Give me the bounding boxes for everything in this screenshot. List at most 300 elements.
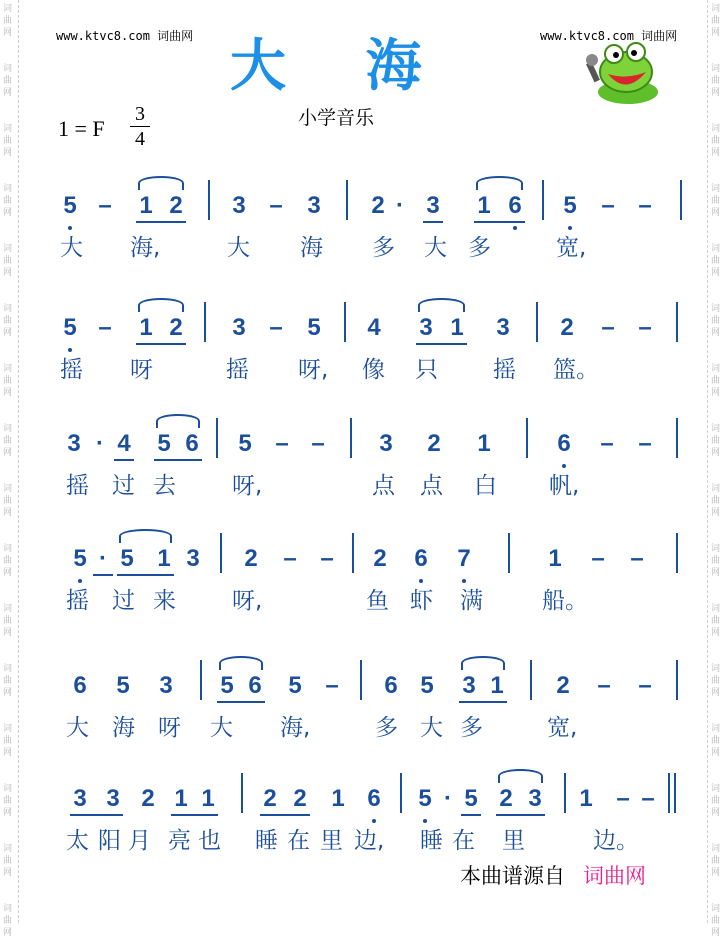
margin-watermark-char: 曲 bbox=[3, 76, 13, 86]
beam-underline bbox=[93, 574, 113, 576]
lyric: 过 bbox=[112, 588, 135, 614]
time-signature-top: 3 bbox=[135, 103, 145, 125]
note: 2 bbox=[169, 192, 183, 219]
beam-underline bbox=[136, 343, 186, 345]
margin-watermark-char: 网 bbox=[3, 448, 13, 458]
margin-watermark-char: 网 bbox=[3, 628, 13, 638]
lyric: 过 bbox=[112, 473, 135, 499]
margin-watermark-char: 曲 bbox=[3, 16, 13, 26]
note: 1 bbox=[174, 785, 188, 812]
margin-watermark-char: 网 bbox=[3, 208, 13, 218]
lyric: 大 bbox=[66, 715, 89, 741]
barline bbox=[241, 773, 243, 813]
margin-watermark-char: 曲 bbox=[3, 736, 13, 746]
note: 3 bbox=[232, 192, 246, 219]
note: 1 bbox=[331, 785, 345, 812]
margin-watermark-char: 网 bbox=[3, 88, 13, 98]
note: 4 bbox=[117, 430, 131, 457]
note: 3 bbox=[379, 430, 393, 457]
octave-dot bbox=[419, 579, 423, 583]
margin-watermark-char: 曲 bbox=[711, 376, 721, 386]
margin-watermark-char: 网 bbox=[711, 448, 721, 458]
margin-watermark-char: 词 bbox=[711, 184, 721, 194]
note: 5 bbox=[464, 785, 478, 812]
lyric: 去 bbox=[153, 473, 176, 499]
note: 2 bbox=[169, 314, 183, 341]
note: 2 bbox=[373, 545, 387, 572]
margin-watermark-char: 曲 bbox=[3, 916, 13, 926]
barline bbox=[346, 180, 348, 220]
margin-watermark-char: 曲 bbox=[711, 196, 721, 206]
frog-mascot-icon bbox=[578, 40, 668, 108]
note: 3 bbox=[232, 314, 246, 341]
margin-watermark-char: 网 bbox=[3, 148, 13, 158]
margin-watermark-char: 网 bbox=[711, 88, 721, 98]
lyric: 呀, bbox=[298, 357, 329, 383]
note: 3 bbox=[419, 314, 433, 341]
lyric: 在 bbox=[287, 828, 310, 854]
margin-watermark-char: 网 bbox=[3, 808, 13, 818]
beam-underline bbox=[496, 814, 545, 816]
note: 3 bbox=[186, 545, 200, 572]
slur bbox=[138, 298, 184, 312]
barline bbox=[680, 180, 682, 220]
note: 2 bbox=[556, 672, 570, 699]
note: 6 bbox=[508, 192, 522, 219]
octave-dot bbox=[372, 819, 376, 823]
margin-watermark-char: 曲 bbox=[711, 76, 721, 86]
margin-watermark-char: 网 bbox=[711, 928, 721, 938]
margin-watermark-char: 词 bbox=[3, 184, 13, 194]
margin-watermark-char: 词 bbox=[711, 784, 721, 794]
margin-watermark-char: 词 bbox=[711, 304, 721, 314]
barline bbox=[676, 660, 678, 700]
margin-watermark-char: 词 bbox=[3, 304, 13, 314]
score-row bbox=[0, 543, 726, 643]
note: 1 bbox=[477, 192, 491, 219]
note: 1 bbox=[548, 545, 562, 572]
note: – bbox=[638, 314, 652, 341]
margin-watermark-char: 词 bbox=[3, 424, 13, 434]
note: – bbox=[325, 672, 339, 699]
lyric: 海 bbox=[112, 715, 135, 741]
note: 3 bbox=[462, 672, 476, 699]
lyric: 满 bbox=[460, 588, 483, 614]
margin-watermark-char: 网 bbox=[711, 328, 721, 338]
margin-watermark-char: 曲 bbox=[3, 856, 13, 866]
note: 6 bbox=[185, 430, 199, 457]
note: – bbox=[641, 785, 655, 812]
margin-watermark-char: 词 bbox=[711, 244, 721, 254]
margin-watermark-char: 网 bbox=[711, 28, 721, 38]
barline bbox=[204, 302, 206, 342]
note: 2 bbox=[244, 545, 258, 572]
beam-underline bbox=[136, 221, 186, 223]
note: 1 bbox=[139, 192, 153, 219]
source-credit bbox=[460, 860, 646, 890]
note: 6 bbox=[384, 672, 398, 699]
lyric: 呀, bbox=[232, 473, 263, 499]
lyric: 大 bbox=[210, 715, 233, 741]
margin-watermark-char: 网 bbox=[3, 868, 13, 878]
slur bbox=[498, 769, 543, 783]
margin-watermark-char: 网 bbox=[711, 208, 721, 218]
lyric: 海, bbox=[280, 715, 311, 741]
source-credit-site: 词曲网 bbox=[583, 864, 646, 888]
note: 3 bbox=[159, 672, 173, 699]
score-row bbox=[0, 312, 726, 412]
note: 3 bbox=[307, 192, 321, 219]
beam-underline bbox=[171, 814, 218, 816]
octave-dot bbox=[78, 579, 82, 583]
note: 6 bbox=[414, 545, 428, 572]
slur bbox=[219, 656, 263, 670]
slur bbox=[476, 176, 523, 190]
note: 2 bbox=[427, 430, 441, 457]
margin-watermark-char: 词 bbox=[3, 724, 13, 734]
beam-underline bbox=[459, 701, 507, 703]
margin-watermark-char: 词 bbox=[3, 484, 13, 494]
slur bbox=[138, 176, 184, 190]
octave-dot bbox=[568, 226, 572, 230]
score-row bbox=[0, 670, 726, 770]
note: 1 bbox=[477, 430, 491, 457]
song-title: 大 海 bbox=[230, 34, 452, 99]
barline bbox=[216, 418, 218, 458]
margin-watermark-char: 网 bbox=[3, 508, 13, 518]
note: – bbox=[638, 672, 652, 699]
lyric: 虾 bbox=[410, 588, 433, 614]
lyric: 月 bbox=[128, 828, 151, 854]
margin-watermark-char: 词 bbox=[3, 904, 13, 914]
barline bbox=[200, 660, 202, 700]
note: 1 bbox=[579, 785, 593, 812]
note: 5 bbox=[220, 672, 234, 699]
margin-watermark-char: 网 bbox=[3, 268, 13, 278]
note: 5 bbox=[116, 672, 130, 699]
note: · bbox=[96, 430, 104, 457]
note: 3 bbox=[426, 192, 440, 219]
lyric: 摇 bbox=[493, 357, 516, 383]
margin-watermark-char: 网 bbox=[711, 268, 721, 278]
margin-watermark-char: 词 bbox=[711, 904, 721, 914]
barline bbox=[508, 533, 510, 573]
margin-watermark-char: 网 bbox=[711, 688, 721, 698]
barline bbox=[564, 773, 566, 813]
margin-watermark-char: 网 bbox=[711, 808, 721, 818]
note: – bbox=[98, 192, 112, 219]
barline bbox=[344, 302, 346, 342]
margin-watermark-char: 词 bbox=[711, 544, 721, 554]
margin-watermark-char: 词 bbox=[3, 244, 13, 254]
lyric: 摇 bbox=[226, 357, 249, 383]
margin-watermark-char: 词 bbox=[711, 64, 721, 74]
note: – bbox=[98, 314, 112, 341]
note: – bbox=[601, 192, 615, 219]
barline bbox=[536, 302, 538, 342]
note: 5 bbox=[63, 314, 77, 341]
margin-watermark-char: 曲 bbox=[711, 796, 721, 806]
lyric: 大 bbox=[227, 235, 250, 261]
margin-watermark-char: 曲 bbox=[711, 436, 721, 446]
lyric: 宽, bbox=[547, 715, 578, 741]
lyric: 多 bbox=[372, 235, 395, 261]
margin-watermark-char: 网 bbox=[711, 868, 721, 878]
margin-watermark-char: 词 bbox=[3, 364, 13, 374]
note: – bbox=[600, 430, 614, 457]
note: 6 bbox=[73, 672, 87, 699]
lyric: 点 bbox=[420, 473, 443, 499]
margin-watermark-char: 曲 bbox=[711, 256, 721, 266]
barline bbox=[676, 533, 678, 573]
note: – bbox=[269, 192, 283, 219]
margin-watermark-char: 词 bbox=[3, 604, 13, 614]
beam-underline bbox=[217, 701, 265, 703]
lyric: 帆, bbox=[549, 473, 580, 499]
margin-watermark-char: 网 bbox=[3, 328, 13, 338]
barline bbox=[360, 660, 362, 700]
slur bbox=[156, 414, 200, 428]
beam-underline bbox=[70, 814, 123, 816]
site-url-right: www.ktvc8.com 词曲网 bbox=[540, 29, 678, 43]
lyric: 白 bbox=[474, 473, 497, 499]
beam-underline bbox=[416, 343, 467, 345]
time-signature bbox=[130, 103, 150, 150]
lyric: 大 bbox=[60, 235, 83, 261]
note: · bbox=[444, 785, 452, 812]
note: – bbox=[591, 545, 605, 572]
margin-watermark-char: 网 bbox=[711, 748, 721, 758]
note: 2 bbox=[560, 314, 574, 341]
octave-dot bbox=[68, 348, 72, 352]
margin-watermark-char: 词 bbox=[711, 124, 721, 134]
note: 1 bbox=[450, 314, 464, 341]
margin-watermark-char: 词 bbox=[3, 844, 13, 854]
lyric: 里 bbox=[320, 828, 343, 854]
margin-watermark-char: 曲 bbox=[3, 376, 13, 386]
margin-watermark-char: 曲 bbox=[711, 616, 721, 626]
margin-watermark-char: 词 bbox=[711, 364, 721, 374]
note: – bbox=[275, 430, 289, 457]
beam-underline bbox=[260, 814, 310, 816]
octave-dot bbox=[68, 226, 72, 230]
margin-watermark-char: 词 bbox=[3, 784, 13, 794]
lyric: 睡 bbox=[255, 828, 278, 854]
margin-watermark-char: 曲 bbox=[711, 496, 721, 506]
lyric: 里 bbox=[502, 828, 525, 854]
margin-watermark-char: 词 bbox=[3, 64, 13, 74]
lyric: 船。 bbox=[542, 588, 588, 614]
note: 5 bbox=[73, 545, 87, 572]
margin-watermark-char: 曲 bbox=[3, 256, 13, 266]
lyric: 大 bbox=[424, 235, 447, 261]
note: – bbox=[597, 672, 611, 699]
margin-watermark-char: 词 bbox=[3, 4, 13, 14]
lyric: 来 bbox=[153, 588, 176, 614]
lyric: 呀 bbox=[130, 357, 153, 383]
note: – bbox=[630, 545, 644, 572]
margin-watermark-char: 曲 bbox=[711, 556, 721, 566]
lyric: 只 bbox=[415, 357, 438, 383]
lyric: 多 bbox=[460, 715, 483, 741]
note: – bbox=[320, 545, 334, 572]
lyric: 多 bbox=[375, 715, 398, 741]
margin-watermark-char: 网 bbox=[3, 28, 13, 38]
time-signature-bottom: 4 bbox=[135, 128, 145, 150]
barline bbox=[352, 533, 354, 573]
margin-watermark-char: 曲 bbox=[3, 556, 13, 566]
note: 6 bbox=[557, 430, 571, 457]
slur bbox=[461, 656, 505, 670]
slur bbox=[418, 298, 465, 312]
margin-watermark-char: 曲 bbox=[711, 856, 721, 866]
margin-watermark-char: 词 bbox=[3, 544, 13, 554]
note: – bbox=[638, 430, 652, 457]
margin-watermark-char: 网 bbox=[3, 388, 13, 398]
barline bbox=[400, 773, 402, 813]
note: 1 bbox=[201, 785, 215, 812]
note: 3 bbox=[67, 430, 81, 457]
note: 5 bbox=[307, 314, 321, 341]
margin-watermark-char: 曲 bbox=[711, 676, 721, 686]
note: 3 bbox=[496, 314, 510, 341]
beam-underline bbox=[154, 459, 202, 461]
margin-watermark-char: 网 bbox=[3, 688, 13, 698]
lyric: 睡 bbox=[420, 828, 443, 854]
margin-watermark-char: 曲 bbox=[3, 676, 13, 686]
note: · bbox=[99, 545, 107, 572]
margin-watermark-char: 曲 bbox=[711, 316, 721, 326]
site-url-left: www.ktvc8.com 词曲网 bbox=[56, 29, 194, 43]
note: – bbox=[601, 314, 615, 341]
note: 2 bbox=[141, 785, 155, 812]
lyric: 边, bbox=[354, 828, 385, 854]
margin-watermark-char: 曲 bbox=[3, 436, 13, 446]
margin-watermark-char: 词 bbox=[711, 664, 721, 674]
barline bbox=[676, 302, 678, 342]
note: 5 bbox=[563, 192, 577, 219]
lyric: 点 bbox=[372, 473, 395, 499]
note: 6 bbox=[248, 672, 262, 699]
barline bbox=[676, 418, 678, 458]
note: 5 bbox=[418, 785, 432, 812]
margin-watermark-char: 词 bbox=[711, 604, 721, 614]
note: – bbox=[616, 785, 630, 812]
margin-watermark-char: 网 bbox=[3, 748, 13, 758]
margin-watermark-char: 曲 bbox=[3, 616, 13, 626]
lyric: 阳 bbox=[98, 828, 121, 854]
score-row bbox=[0, 190, 726, 290]
lyric: 亮 bbox=[168, 828, 191, 854]
lyric: 宽, bbox=[556, 235, 587, 261]
lyric: 边。 bbox=[593, 828, 639, 854]
octave-dot bbox=[462, 579, 466, 583]
margin-watermark-char: 网 bbox=[711, 628, 721, 638]
margin-watermark-char: 网 bbox=[711, 388, 721, 398]
margin-watermark-char: 词 bbox=[711, 424, 721, 434]
barline bbox=[350, 418, 352, 458]
lyric: 摇 bbox=[66, 473, 89, 499]
note: 4 bbox=[367, 314, 381, 341]
beam-underline bbox=[117, 574, 174, 576]
lyric: 大 bbox=[420, 715, 443, 741]
source-credit-label: 本曲谱源自 bbox=[460, 864, 565, 888]
note: 1 bbox=[139, 314, 153, 341]
margin-watermark-char: 词 bbox=[711, 484, 721, 494]
lyric: 摇 bbox=[60, 357, 83, 383]
note: – bbox=[269, 314, 283, 341]
octave-dot bbox=[513, 226, 517, 230]
barline bbox=[668, 773, 670, 813]
barline bbox=[530, 660, 532, 700]
lyric: 呀, bbox=[232, 588, 263, 614]
note: 2 bbox=[263, 785, 277, 812]
octave-dot bbox=[423, 819, 427, 823]
margin-watermark-char: 曲 bbox=[3, 136, 13, 146]
note: 5 bbox=[420, 672, 434, 699]
note: 3 bbox=[528, 785, 542, 812]
note: 5 bbox=[157, 430, 171, 457]
lyric: 也 bbox=[198, 828, 221, 854]
margin-watermark-char: 曲 bbox=[711, 136, 721, 146]
margin-watermark-char: 曲 bbox=[711, 916, 721, 926]
margin-watermark-char: 网 bbox=[711, 568, 721, 578]
note: 2 bbox=[371, 192, 385, 219]
margin-watermark-char: 词 bbox=[3, 664, 13, 674]
note: – bbox=[283, 545, 297, 572]
note: – bbox=[638, 192, 652, 219]
lyric: 太 bbox=[66, 828, 89, 854]
lyric: 多 bbox=[468, 235, 491, 261]
margin-watermark-char: 词 bbox=[711, 724, 721, 734]
note: 2 bbox=[499, 785, 513, 812]
barline bbox=[220, 533, 222, 573]
lyric: 在 bbox=[452, 828, 475, 854]
note: 5 bbox=[288, 672, 302, 699]
beam-underline bbox=[423, 221, 443, 223]
margin-watermark-char: 词 bbox=[711, 844, 721, 854]
barline bbox=[526, 418, 528, 458]
note: 5 bbox=[120, 545, 134, 572]
barline bbox=[542, 180, 544, 220]
note: 1 bbox=[490, 672, 504, 699]
score-row bbox=[0, 428, 726, 528]
lyric: 篮。 bbox=[553, 357, 599, 383]
note: 3 bbox=[106, 785, 120, 812]
note: 5 bbox=[238, 430, 252, 457]
lyric: 像 bbox=[362, 357, 385, 383]
lyric: 海 bbox=[300, 235, 323, 261]
margin-watermark-char: 曲 bbox=[711, 736, 721, 746]
lyric: 鱼 bbox=[366, 588, 389, 614]
lyric: 海, bbox=[130, 235, 161, 261]
lyric: 呀 bbox=[158, 715, 181, 741]
beam-underline bbox=[474, 221, 525, 223]
note: – bbox=[311, 430, 325, 457]
note: 3 bbox=[73, 785, 87, 812]
note: 1 bbox=[157, 545, 171, 572]
margin-watermark-char: 网 bbox=[3, 928, 13, 938]
margin-watermark-char: 网 bbox=[711, 148, 721, 158]
slur bbox=[119, 529, 172, 543]
margin-watermark-char: 曲 bbox=[3, 796, 13, 806]
margin-watermark-char: 曲 bbox=[3, 196, 13, 206]
margin-watermark-char: 网 bbox=[3, 568, 13, 578]
barline bbox=[208, 180, 210, 220]
note: 2 bbox=[293, 785, 307, 812]
lyric: 摇 bbox=[66, 588, 89, 614]
note: 6 bbox=[367, 785, 381, 812]
